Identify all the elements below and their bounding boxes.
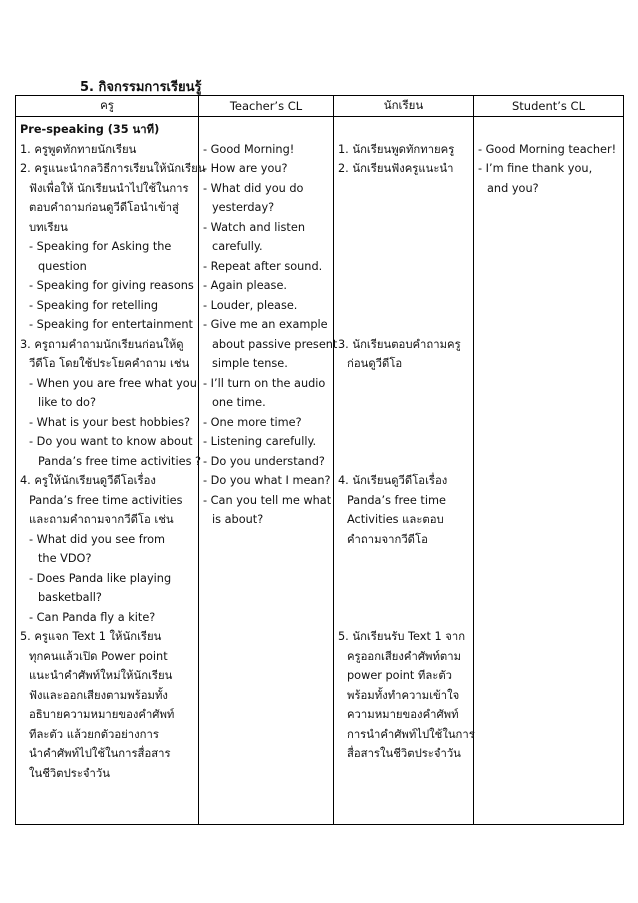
teacher-line: อธิบายความหมายของคำศัพท์ <box>29 708 175 721</box>
student-line <box>338 374 473 394</box>
student-line <box>338 296 473 316</box>
teacher-line: 5. ครูแจก Text 1 ให้นักเรียน <box>20 630 162 643</box>
teacher-line: - Speaking for Asking the <box>29 240 172 253</box>
teacher-cl-line: - Give me an example <box>203 318 328 331</box>
student-line <box>338 608 473 628</box>
teacher-line: ฟังและออกเสียงตามพร้อมทั้ง <box>29 688 168 702</box>
header-student-cl: Student’s CL <box>474 96 624 117</box>
teacher-line: - What is your best hobbies? <box>29 415 190 429</box>
teacher-line: บทเรียน <box>29 220 68 234</box>
teacher-cl-line <box>203 120 333 140</box>
student-line: 4. นักเรียนดูวีดีโอเรื่อง <box>338 474 448 487</box>
student-line: พร้อมทั้งทำความเข้าใจ <box>347 688 460 702</box>
teacher-line: 3. ครูถามคำถามนักเรียนก่อนให้ดู <box>20 337 184 351</box>
student-line <box>338 120 473 140</box>
teacher-line: - What did you see from <box>29 532 166 546</box>
teacher-cl-line: - Listening carefully. <box>203 435 317 448</box>
student-line: คำถามจากวีดีโอ <box>347 532 428 546</box>
teacher-cl-line: - Repeat after sound. <box>203 259 323 273</box>
student-cell <box>334 117 474 825</box>
teacher-cl-line: about passive present <box>212 337 338 351</box>
teacher-cl-line: simple tense. <box>212 357 288 370</box>
teacher-column <box>20 120 206 824</box>
teacher-line: 4. ครูให้นักเรียนดูวีดีโอเรื่อง <box>20 474 156 487</box>
teacher-cl-line: carefully. <box>212 240 263 253</box>
student-cl-line: - Good Morning teacher! <box>478 142 617 156</box>
student-line <box>338 432 473 452</box>
student-cl-line: - I’m fine thank you, <box>478 162 593 175</box>
student-line: ก่อนดูวีดีโอ <box>347 357 403 370</box>
header-teacher: ครู <box>16 96 199 117</box>
table-row <box>16 117 624 825</box>
student-line: การนำคำศัพท์ไปใช้ในการ <box>347 727 475 741</box>
student-line <box>338 549 473 569</box>
teacher-line: like to do? <box>38 396 96 409</box>
learning-activities-table <box>15 95 624 825</box>
teacher-cl-line: - Watch and listen <box>203 220 305 234</box>
student-line: 2. นักเรียนฟังครูแนะนำ <box>338 162 454 175</box>
teacher-cl-line: one time. <box>212 396 266 409</box>
student-line: สื่อสารในชีวิตประจำวัน <box>347 747 461 760</box>
teacher-line: และถามคำถามจากวีดีโอ เช่น <box>29 513 174 526</box>
student-line: power point ทีละตัว <box>347 669 453 682</box>
header-teacher-cl: Teacher’s CL <box>199 96 334 117</box>
teacher-cl-line: yesterday? <box>212 201 275 214</box>
teacher-cl-cell <box>199 117 338 825</box>
teacher-cl-line: - Again please. <box>203 279 287 292</box>
teacher-line: แนะนำคำศัพท์ใหม่ให้นักเรียน <box>29 669 173 682</box>
teacher-line: ทีละตัว แล้วยกตัวอย่างการ <box>29 727 159 741</box>
teacher-cell <box>16 117 206 825</box>
teacher-line: - Does Panda like playing <box>29 571 172 585</box>
student-line <box>338 315 473 335</box>
teacher-line: ทุกคนแล้วเปิด Power point <box>29 649 168 663</box>
teacher-line: ฟังเพื่อให้ นักเรียนนำไปใช้ในการ <box>29 181 189 195</box>
teacher-line: basketball? <box>38 591 102 604</box>
teacher-line: - Speaking for giving reasons <box>29 279 194 292</box>
student-line <box>338 413 473 433</box>
teacher-line: the VDO? <box>38 552 92 565</box>
teacher-cl-line: - I’ll turn on the audio <box>203 376 326 390</box>
teacher-line: วีดีโอ โดยใช้ประโยคคำถาม เช่น <box>29 357 190 370</box>
student-line <box>338 569 473 589</box>
teacher-cl-column <box>203 120 338 824</box>
student-line <box>338 588 473 608</box>
student-cl-cell <box>474 117 624 825</box>
teacher-line: ตอบคำถามก่อนดูวีดีโอนำเข้าสู่ <box>29 201 179 214</box>
student-column <box>338 120 473 824</box>
student-line <box>338 276 473 296</box>
student-line: 3. นักเรียนตอบคำถามครู <box>338 337 461 351</box>
teacher-line: 1. ครูพูดทักทายนักเรียน <box>20 142 137 156</box>
student-cl-line: and you? <box>487 181 539 195</box>
teacher-line: - Speaking for entertainment <box>29 318 193 331</box>
teacher-cl-line: - Do you what I mean? <box>203 474 331 487</box>
student-line: ครูออกเสียงคำศัพท์ตาม <box>347 649 462 663</box>
student-line <box>338 257 473 277</box>
section-title: 5. กิจกรรมการเรียนรู้ <box>80 80 202 95</box>
student-line <box>338 393 473 413</box>
teacher-line: Panda’s free time activities <box>29 493 183 507</box>
student-line: 1. นักเรียนพูดทักทายครู <box>338 142 455 156</box>
student-line: 5. นักเรียนรับ Text 1 จาก <box>338 630 466 643</box>
student-line <box>338 237 473 257</box>
teacher-line: 2. ครูแนะนำกลวิธีการเรียนให้นักเรียน <box>20 162 206 175</box>
header-student: นักเรียน <box>334 96 474 117</box>
teacher-line: - Do you want to know about <box>29 435 193 448</box>
teacher-cl-line: - How are you? <box>203 162 288 175</box>
table-header-row <box>16 96 624 117</box>
student-line <box>338 179 473 199</box>
teacher-cl-line: is about? <box>212 513 264 526</box>
teacher-line: นำคำศัพท์ไปใช้ในการสื่อสาร <box>29 747 171 760</box>
teacher-line: ในชีวิตประจำวัน <box>29 766 110 780</box>
student-cl-column <box>478 120 623 824</box>
teacher-line: - When you are free what you <box>29 376 197 390</box>
student-line <box>338 218 473 238</box>
teacher-cl-line: - Louder, please. <box>203 298 298 312</box>
teacher-line: Pre-speaking (35 นาที) <box>20 123 160 136</box>
student-cl-line <box>478 120 623 140</box>
student-line: Panda’s free time <box>347 493 446 507</box>
teacher-line: - Speaking for retelling <box>29 298 159 312</box>
student-line <box>338 198 473 218</box>
teacher-cl-line: - Good Morning! <box>203 142 295 156</box>
teacher-cl-line: - What did you do <box>203 181 304 195</box>
student-line: ความหมายของคำศัพท์ <box>347 708 459 721</box>
teacher-cl-line: - One more time? <box>203 415 302 429</box>
teacher-cl-line: - Can you tell me what <box>203 493 332 507</box>
teacher-line: - Can Panda fly a kite? <box>29 610 156 624</box>
teacher-line: question <box>38 259 87 273</box>
teacher-cl-line: - Do you understand? <box>203 454 325 468</box>
student-line <box>338 452 473 472</box>
student-line: Activities และตอบ <box>347 513 444 526</box>
teacher-line: Panda’s free time activities ? <box>38 454 202 468</box>
